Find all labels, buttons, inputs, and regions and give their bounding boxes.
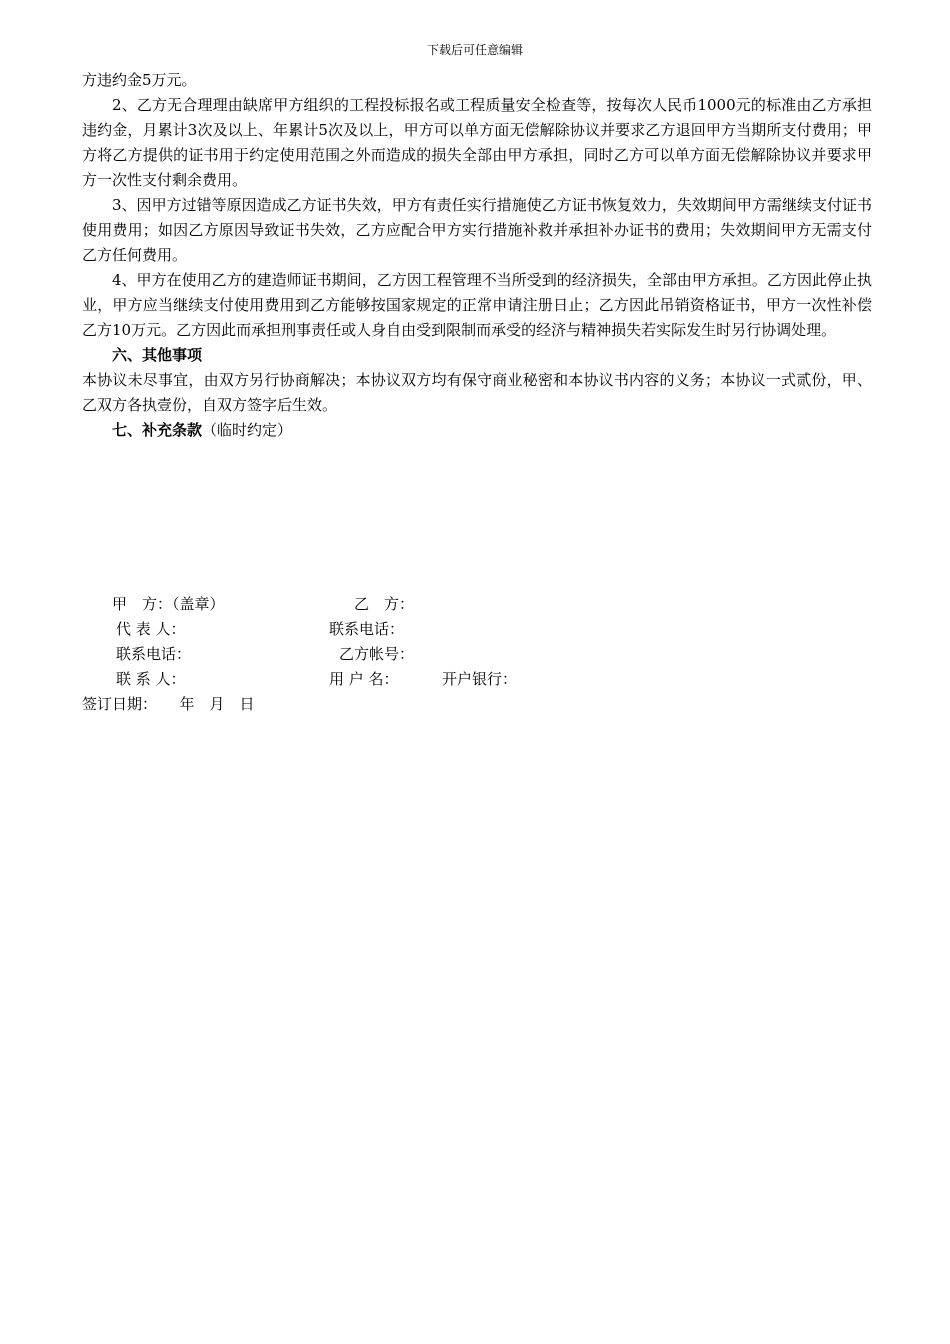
party-a-phone-label: 联系电话： xyxy=(116,645,192,663)
section-6-title: 六、其他事项 xyxy=(112,346,203,364)
section-7-heading xyxy=(82,418,872,443)
section-6-text: 本协议未尽事宜，由双方另行协商解决；本协议双方均有保守商业秘密和本协议书内容的义务；本协议一式贰份，甲、乙双方各执壹份，自双方签字后生效。 xyxy=(82,371,872,414)
section-7-title: 七、补充条款 xyxy=(112,421,203,439)
party-b-account-label: 乙方帐号： xyxy=(339,645,415,663)
user-name-label: 用 户 名： xyxy=(329,670,399,688)
signature-row-contact xyxy=(82,667,872,692)
bank-label: 开户银行： xyxy=(442,670,518,688)
section-7-note: （临时约定） xyxy=(202,421,293,439)
contact-person-label: 联 系 人： xyxy=(116,670,186,688)
paragraph-penalty-end: 方违约金5万元。 xyxy=(82,71,197,89)
signature-row-representative xyxy=(82,617,872,642)
signature-row-parties xyxy=(82,592,872,617)
representative-label: 代 表 人： xyxy=(116,620,186,638)
paragraph-clause-2: 2、乙方无合理理由缺席甲方组织的工程投标报名或工程质量安全检查等，按每次人民币1000元的标准由乙方承担违约金，月累计3次及以上、年累计5次及以上，甲方可以单方面无偿解除协议并要求乙方退回甲方当期所支付费用；甲方将乙方提供的证书用于约定使用范围之外而造成的损失全部由甲方承担，同时乙方可以单方面无偿解除协议并要求甲方一次性支付剩余费用。 xyxy=(82,96,872,189)
party-b-phone-label: 联系电话： xyxy=(329,620,405,638)
paragraph-clause-4: 4、甲方在使用乙方的建造师证书期间，乙方因工程管理不当所受到的经济损失，全部由甲方承担。乙方因此停止执业，甲方应当继续支付使用费用到乙方能够按国家规定的正常申请注册日止；乙方因此吊销资格证书，甲方一次性补偿乙方10万元。乙方因此而承担刑事责任或人身自由受到限制而承受的经济与精神损失若实际发生时另行协调处理。 xyxy=(82,271,872,339)
signature-row-date xyxy=(82,692,872,717)
agreement-body xyxy=(82,68,872,443)
party-a-label: 甲 方：（盖章） xyxy=(112,595,225,613)
paragraph-clause-3: 3、因甲方过错等原因造成乙方证书失效，甲方有责任实行措施使乙方证书恢复效力，失效期间甲方需继续支付证书使用费用；如因乙方原因导致证书失效，乙方应配合甲方实行措施补救并承担补办证书的费用；失效期间甲方无需支付乙方任何费用。 xyxy=(82,196,872,264)
signature-block xyxy=(82,592,872,717)
signature-row-phone xyxy=(82,642,872,667)
party-b-label: 乙 方： xyxy=(354,595,415,613)
page-header-note: 下载后可任意编辑 xyxy=(426,43,523,57)
sign-date-label: 签订日期： 年 月 日 xyxy=(82,695,255,713)
